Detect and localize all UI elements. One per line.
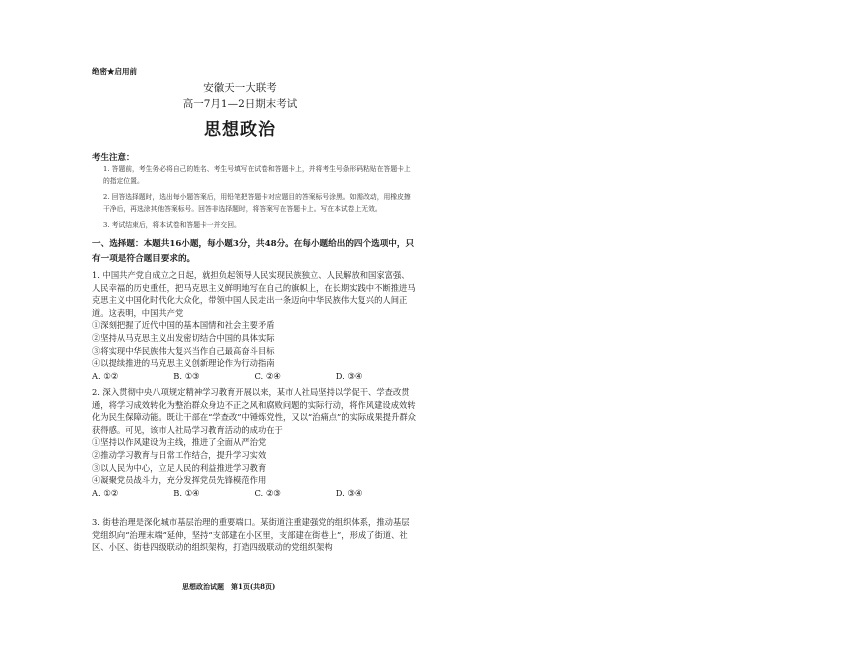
choice-a: A. ①② (92, 487, 119, 498)
option-item: ④以提续推进的马克思主义创新理论作为行动指南 (92, 358, 275, 369)
option-item: ②推动学习教育与日常工作结合，提升学习实效 (92, 449, 267, 460)
choice-b: B. ①④ (173, 487, 200, 498)
choice-c: C. ②③ (254, 487, 281, 498)
option-item: ②坚持从马克思主义出发密切结合中国的具体实际 (92, 332, 275, 343)
question-2 (92, 386, 417, 499)
right-page (430, 0, 860, 608)
option-list (92, 319, 417, 369)
notes-list (103, 163, 413, 234)
question-stem: 2. 深入贯彻中央八项规定精神学习教育开展以来，某市人社局坚持以学促干、学查改贯通，将学习成效转化为整治群众身边不正之风和腐败问题的实际行动，将作风建设成效转化为民生保障动能。既让干部在“学查改”中锤炼党性，又以“治痛点”的实际成果提升群众获得感。可见，该市人社局学习教育活动的成功在于 (92, 387, 416, 435)
page-footer-left: 思想政治试题 第1页(共8页) (182, 582, 276, 591)
choice-a: A. ①② (92, 370, 119, 381)
option-item: ④凝聚党员战斗力，充分发挥党员先锋模范作用 (92, 475, 267, 486)
notes-title: 考生注意： (92, 153, 135, 163)
choice-row (92, 487, 417, 500)
option-list (92, 436, 417, 486)
question-1 (92, 269, 417, 382)
choice-b: B. ①③ (173, 370, 200, 381)
secret-label: 绝密★启用前 (92, 67, 137, 76)
left-page (0, 0, 430, 608)
option-item: ①坚持以作风建设为主线，推进了全面从严治党 (92, 437, 267, 448)
choice-d: D. ③④ (335, 370, 363, 381)
subject-title: 思想政治 (204, 120, 276, 140)
exam-date: 高一7月1—2日期末考试 (182, 98, 298, 110)
exam-name: 安徽天一大联考 (203, 82, 277, 94)
option-item: ①深刻把握了近代中国的基本国情和社会主要矛盾 (92, 320, 275, 331)
option-item: ③以人民为中心，立足人民的利益推进学习教育 (92, 462, 267, 473)
choice-c: C. ②④ (254, 370, 281, 381)
question-stem: 3. 街巷治理是深化城市基层治理的重要端口。某街道注重建强党的组织体系，推动基层党组织向“治理末端”延伸，坚持“支部建在小区里，支部建在街巷上”，形成了街道、社区、小区、街巷四级联动的组织架构，打造四级联动的党组织架构 (92, 517, 410, 553)
choice-row (92, 370, 417, 383)
choice-d: D. ③④ (335, 487, 363, 498)
note-item: 2. 回答选择题时，选出每小题答案后，用铅笔把答题卡对应题目的答案标号涂黑。如需改动，用橡皮擦干净后，再选涂其他答案标号。回答非选择题时，将答案写在答题卡上。写在本试卷上无效。 (103, 192, 411, 214)
option-item: ③将实现中华民族伟大复兴当作自己最高奋斗目标 (92, 345, 275, 356)
question-stem: 1. 中国共产党自成立之日起，就担负起领导人民实现民族独立、人民解放和国家富强、人民幸福的历史重任，把马克思主义鲜明地写在自己的旗帜上，在长期实践中不断推进马克思主义中国化时代化大众化，带领中国人民走出一条迈向中华民族伟大复兴的人间正道。这表明，中国共产党 (92, 270, 416, 318)
section-heading: 一、选择题：本题共16小题，每小题3分，共48分。在每小题给出的四个选项中，只有一项是符合题目要求的。 (92, 239, 415, 264)
note-item: 3. 考试结束后，将本试卷和答题卡一并交回。 (103, 220, 241, 229)
note-item: 1. 答题前，考生务必将自己的姓名、考生号填写在试卷和答题卡上，并将考生号条形码粘贴在答题卡上的指定位置。 (103, 165, 411, 186)
question-3-stem (92, 516, 417, 554)
